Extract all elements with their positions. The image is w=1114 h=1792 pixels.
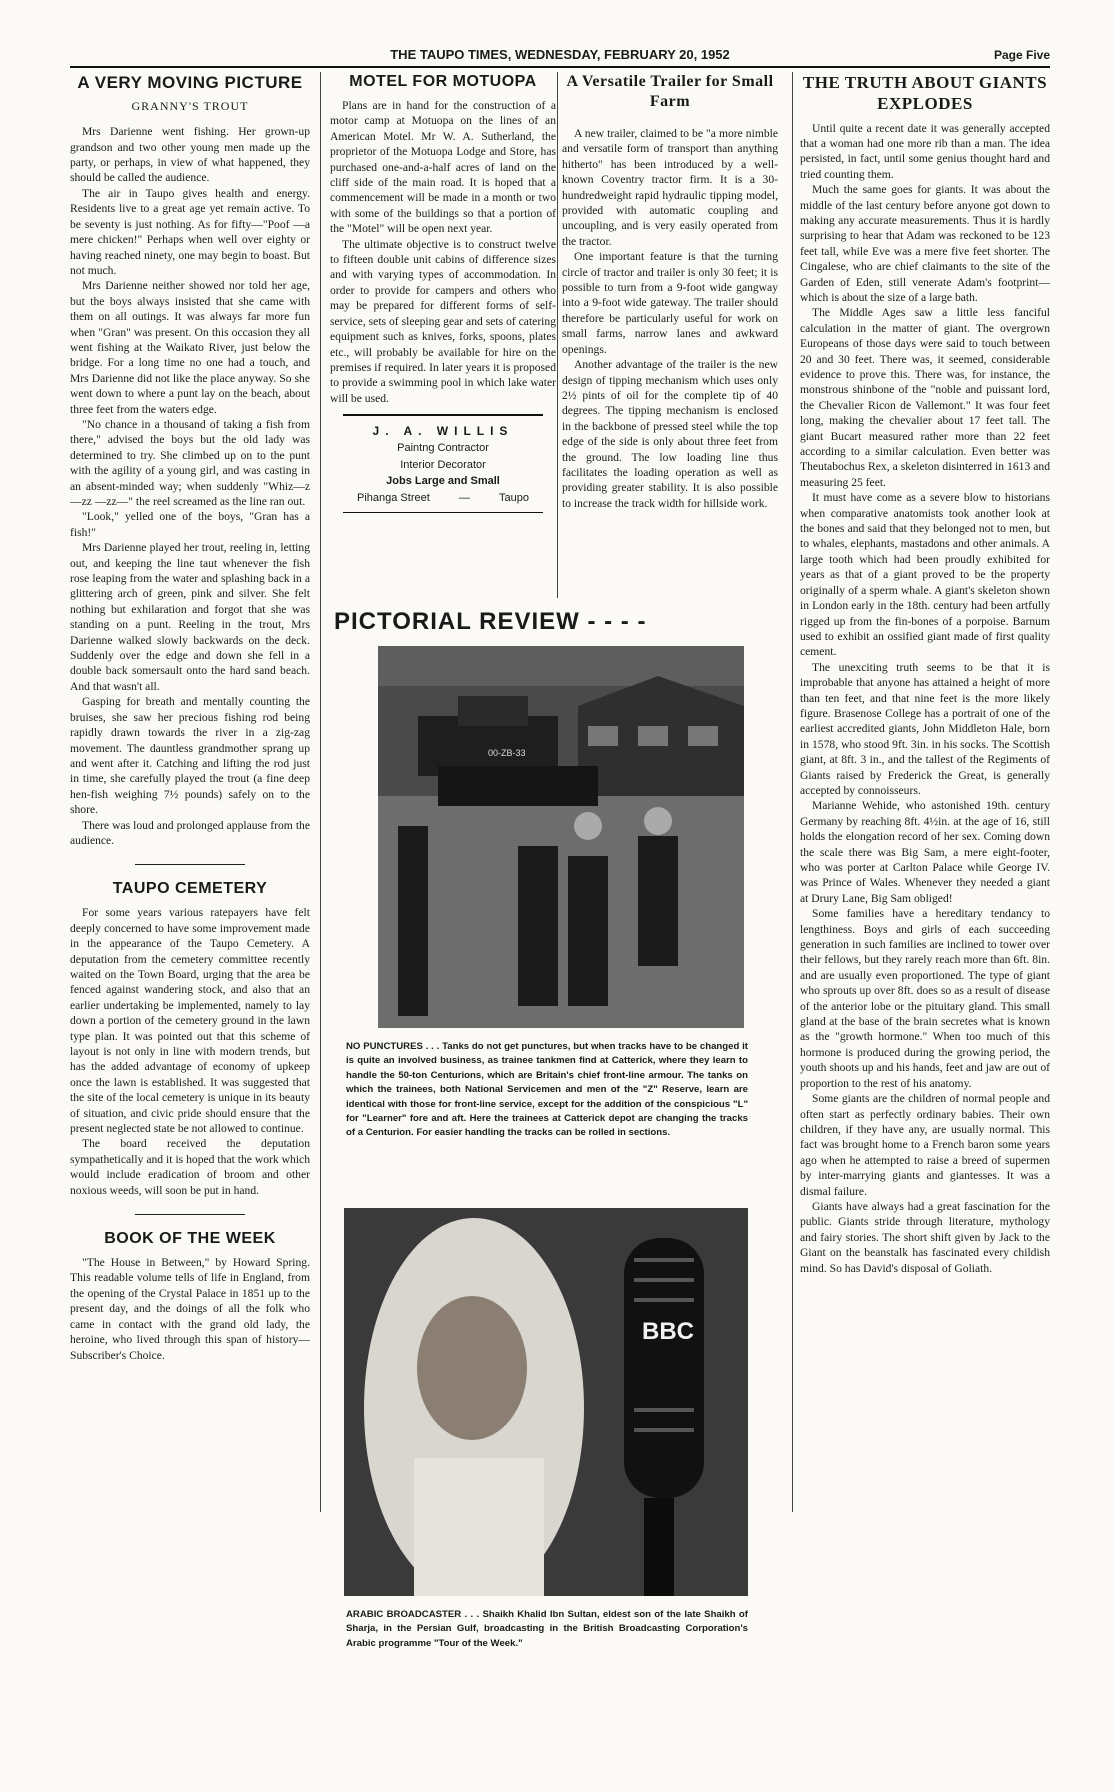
paragraph: It must have come as a severe blow to historians when comparative anatomists took another look at the bones and said that they belonged not to men, but to whales, elephants, mastadons and other animals. A large tooth which had been proudly exhibited for years as that of a giant proved to be the property originally of a sperm whale. A giant's skeleton shown in London early in the 18th. century had been artfully rigged up from the fin-bones of a porpoise. Barnum used to exhibit an ossified giant made of first quality cement. [800,491,1050,659]
ad-line: Interior Decorator [400,458,486,471]
article-body [70,905,310,1198]
headline: A Versatile Trailer for Small Farm [566,73,774,110]
divider [135,864,245,865]
paragraph: Mrs Darienne went fishing. Her grown-up grandson and two other young men made up the party, or perhaps, in view of what happened, they should be called the audience. [70,125,310,185]
paragraph: A new trailer, claimed to be "a more nimble and versatile form of transport than anything hitherto" has been introduced by a well-known Coventry tractor firm. It is a 30-hundredweight rapid hydraulic tipping model, provided with automatic coupling and uncoupling, and is very easily operated from the tractor. [562,127,778,248]
headline: MOTEL FOR MOTUOPA [349,73,537,90]
paragraph: Much the same goes for giants. It was about the middle of the last century before anyone got down to making any accurate measurements. Thus it is hardly surprising to hear that Adam was reckoned to be 123 feet tall, while Eve was a mere five feet shorter. The Cingalese, who are chief claimants to the site of the Garden of Eden, still venerate Adam's footprint—which is about the size of a large bath. [800,183,1050,304]
paragraph: Mrs Darienne played her trout, reeling in, letting out, and keeping the line taut whenever the fish rose leaping from the water and splashing back in a glittering arch of green, pink and silver. She felt nothing but exhilaration and forgot that she was standing on a punt. Reeling in the trout, Mrs Darienne walked slowly backwards on the deck. Suddenly over the edge and down she fell in a double back somersault onto the hard sand beach. And that wasn't all. [70,541,310,693]
paragraph: Gasping for breath and mentally counting the bruises, she saw her precious fishing rod being rapidly drawn towards the river in a zig-zag movement. The dauntless grandmother sprang up and went after it. Catching and lifting the rod just in time, she carefully played the trout (a fine deep hen-fish weighing 7½ pounds) safely on to the shore. [70,695,310,817]
article-book-of-week [70,1229,310,1363]
paragraph: "The House in Between," by Howard Spring. This readable volume tells of life in England, from the opening of the Crystal Palace in 1851 up to the present day, and the doings of all the folk who came in contact with the grand old lady, the heroine, who lived through this span of history—Subscriber's Choice. [70,1256,310,1362]
tank-number: 00-ZB-33 [488,748,526,758]
pictorial-review-heading: PICTORIAL REVIEW - - - - [334,608,647,635]
article-cemetery [70,879,310,1198]
subheadline: GRANNY'S TROUT [131,99,249,114]
paragraph: Marianne Wehide, who astonished 19th. century Germany by reaching 8ft. 4½in. at the age of 16, still holds the elongation record of her sex. Coming down the scale there was Big Sam, a mere eight-footer, who was porter at Carlton Palace while George IV. was Prince of Wales. Whenever they needed a giant at Drury Lane, Big Sam obliged! [800,799,1050,905]
paragraph: Until quite a recent date it was generally accepted that a woman had one more rib than a man. The idea persisted, in fact, until some genius thought hard and tried counting them. [800,121,1050,181]
article-body [562,126,778,511]
column-1 [70,72,310,1363]
photo-tank-tracks [378,646,744,1028]
article-body [70,1255,310,1363]
ad-address [343,490,543,507]
column-rule [557,72,558,598]
article-body [330,98,556,406]
paragraph: The Middle Ages saw a little less fanciful calculation in the matter of giant. The overgrown Europeans of those days were said to touch between 20 and 30 feet. There was, it seemed, considerable evidence to prove this. There was, for instance, the monstrous shinbone of the "noble and puissant lord, the Chevalier Ricon de Vallemont." It was four feet long, making the chevalier about 17 feet tall. The giant Bucart measured rather more than 22 feet according to a similar calculation. Even better was Theutabochus Rex, a skeleton disinterred in 1613 and measuring 25 feet. [800,306,1050,489]
article-trailer [562,72,778,511]
ad-street: Pihanga Street [357,491,430,504]
photo-broadcaster [344,1208,748,1596]
article-moving-picture [70,72,310,848]
paragraph: "Look," yelled one of the boys, "Gran has a fish!" [70,510,310,539]
page-number: Page Five [993,48,1050,62]
paragraph: The air in Taupo gives health and energy. Residents live to a great age yet remain active. To be seventy is just nothing. As for fifty—"Poof —a mere chicken!" Perhaps when well over eighty or having reached ninety, one may begin to boast. But not much. [70,186,310,277]
headline: BOOK OF THE WEEK [104,1230,276,1248]
paragraph: Plans are in hand for the construction of a motor camp at Motuopa on the lines of an American Motel. Mr W. A. Sutherland, the proprietor of the Motuopa Lodge and Store, has purchased one-and-a-half acres of land on the cliff side of the main road. It is hoped that a commencement will be made in a month or two with some of the buildings so that a portion of the "Motel" will be open next year. [330,99,556,236]
article-giants [800,72,1050,1276]
headline: THE TRUTH ABOUT GIANTS EXPLODES [802,73,1048,114]
caption-broadcaster: ARABIC BROADCASTER . . . Shaikh Khalid Ibn Sultan, eldest son of the late Shaikh of Sharja, in the Persian Gulf, broadcasting in the British Broadcasting Corporation's Arabic programme "Tour of the Week." [346,1609,748,1649]
article-body [70,124,310,848]
paragraph: One important feature is that the turning circle of tractor and trailer is only 30 feet; it is possible to turn from a 9-foot wide gangway into a 9-foot wide gateway. The trailer should therefore be particularly useful for work on small farms, narrow lanes and awkward openings. [562,250,778,356]
advertisement [343,414,543,513]
paragraph: There was loud and prolonged applause from the audience. [70,818,310,847]
paragraph: Another advantage of the trailer is the new design of tipping mechanism which uses only 2½ pints of oil for the complete tip of 40 degrees. The tipping mechanism is enclosed in the backbone of pressed steel while the top edge of the side is only about three feet from the ground. The low loading line thus facilitates the loading operation as well as providing greater stability. It is also possible to increase the track width for hillside work. [562,358,778,510]
divider [135,1214,245,1215]
caption-tank: NO PUNCTURES . . . Tanks do not get punctures, but when tracks have to be changed it is quite an involved business, as trainee tankmen find at Catterick, where they learn to handle the 50-ton Centurions, which are Britain's chief front-line armour. The tanks on which the trainees, both National Servicemen and men of the "Z" Reserve, learn are identical with those for front-line service, except for the addition of the conspicious "L" for "Learner" fore and aft. Here the trainees at Catterick depot are changing the tracks of a Centurion. For easier handling the tracks can be rolled in sections. [346,1041,748,1139]
advertiser-name: J. A. WILLIS [372,424,514,439]
paragraph: Some giants are the children of normal people and often start as perfectly ordinary babies. Their own children, if they have any, are usually normal. This fact was brought home to a French baron some years ago when he attempted to raise a breed of supermen by inter-marrying giants and giantesses. It was a dismal failure. [800,1092,1050,1198]
paragraph: Giants have always had a great fascination for the public. Giants stride through literature, mythology and fairy stories. The short shift given by Jack to the Giant on the beanstalk has fascinated every childish mind. So has David's disposal of Goliath. [800,1199,1050,1275]
column-rule [320,72,321,1512]
article-motel [330,72,556,406]
column-4 [800,72,1050,1276]
masthead-title: THE TAUPO TIMES, WEDNESDAY, FEBRUARY 20, 1952 [390,47,730,62]
tank-photo-illustration [378,646,744,1028]
paragraph: The board received the deputation sympathetically and it is hoped that the work which would include eradication of broom and other noxious weeds, will soon be put in hand. [70,1137,310,1197]
masthead [70,44,1050,68]
paragraph: Some families have a hereditary tendancy to lengthiness. Boys and girls of each succeeding generation in such families are inclined to tower over their fellows, but they rarely reach more than 6ft. 8in. and are usually even proportioned. The type of giant who sprouts up over 8ft. does so as a result of disease of the anterior lobe or the pituitary gland. This small gland at the base of the brain secretes what is known as the "growth hormone." When too much of this hormone is produced during the growing period, the youth shoots up and his hands, feet and jaw are out of proportion to the rest of his anatomy. [800,907,1050,1090]
headline: A VERY MOVING PICTURE [77,73,303,92]
column-2 [330,72,556,513]
ad-line: Paintng Contractor [397,442,489,455]
paragraph: The ultimate objective is to construct twelve to fifteen double unit cabins of difference sizes and with varying types of accommodation. In order to provide for campers and others who may be prepared for different forms of self-service, sets of sleeping gear and sets of catering equipment such as knives, forks, spoons, plates etc., will probably be available for hire on the premises if required. In later years it is proposed to provide a swimming pool in which lake water will be used. [330,237,556,405]
headline: TAUPO CEMETERY [112,880,268,898]
paragraph: "No chance in a thousand of taking a fish from there," advised the boys but the old lady was determined to try. She climbed up on to the punt with the agility of a young girl, and was casting in an absent-minded way; when suddenly "Whiz—z—zz —zz—" the reel screamed as the line ran out. [70,417,310,508]
ad-line: Jobs Large and Small [386,475,500,488]
column-rule [792,72,793,1512]
paragraph: The unexciting truth seems to be that it is improbable that anyone has attained a height of more than ten feet, and that nine feet is the more likely figure. Brasenose College has a portrait of one of the earliest accredited giants, John Middleton Hale, born in 1578, who stood 9ft. 3in. in his socks. The Scottish giant, at 8ft. 3 in., and the tallest of the Regiments of Giants raised by Frederick the Great, is generally accepted by connoisseurs. [800,660,1050,797]
article-body [800,121,1050,1276]
paragraph: Mrs Darienne neither showed nor told her age, but the boys always insisted that she came with them on all outings. It was always far more fun when "Gran" was present. On this occasion they all went fishing at the Waikato River, just below the bridge. For a long time no one had a touch, and Mrs Darienne did not like the place anyway. So she went down to where a punt lay on the beach, about three feet from the waters edge. [70,279,310,416]
paragraph: For some years various ratepayers have felt deeply concerned to have some improvement made in the appearance of the Taupo Cemetery. A deputation from the cemetery committee recently waited on the Town Board, urging that the area be fenced against wandering stock, and also that an earlier undertaking be implemented, namely to lay down a portion of the cemetery ground in the lawn type plan. It was pointed out that this scheme of layout is not only in line with modern trends, but has the added advantage of economy of upkeep once the lawn is established. It was suggested that the site of the local cemetery is unique in its beauty of situation, and civic pride should ensure that the present neglected state be not allowed to continue. [70,906,310,1136]
column-3 [562,72,778,511]
broadcaster-photo-illustration [344,1208,748,1596]
ad-dash: — [458,491,470,504]
ad-town: Taupo [499,491,529,504]
bbc-mic-label: BBC [642,1318,694,1345]
